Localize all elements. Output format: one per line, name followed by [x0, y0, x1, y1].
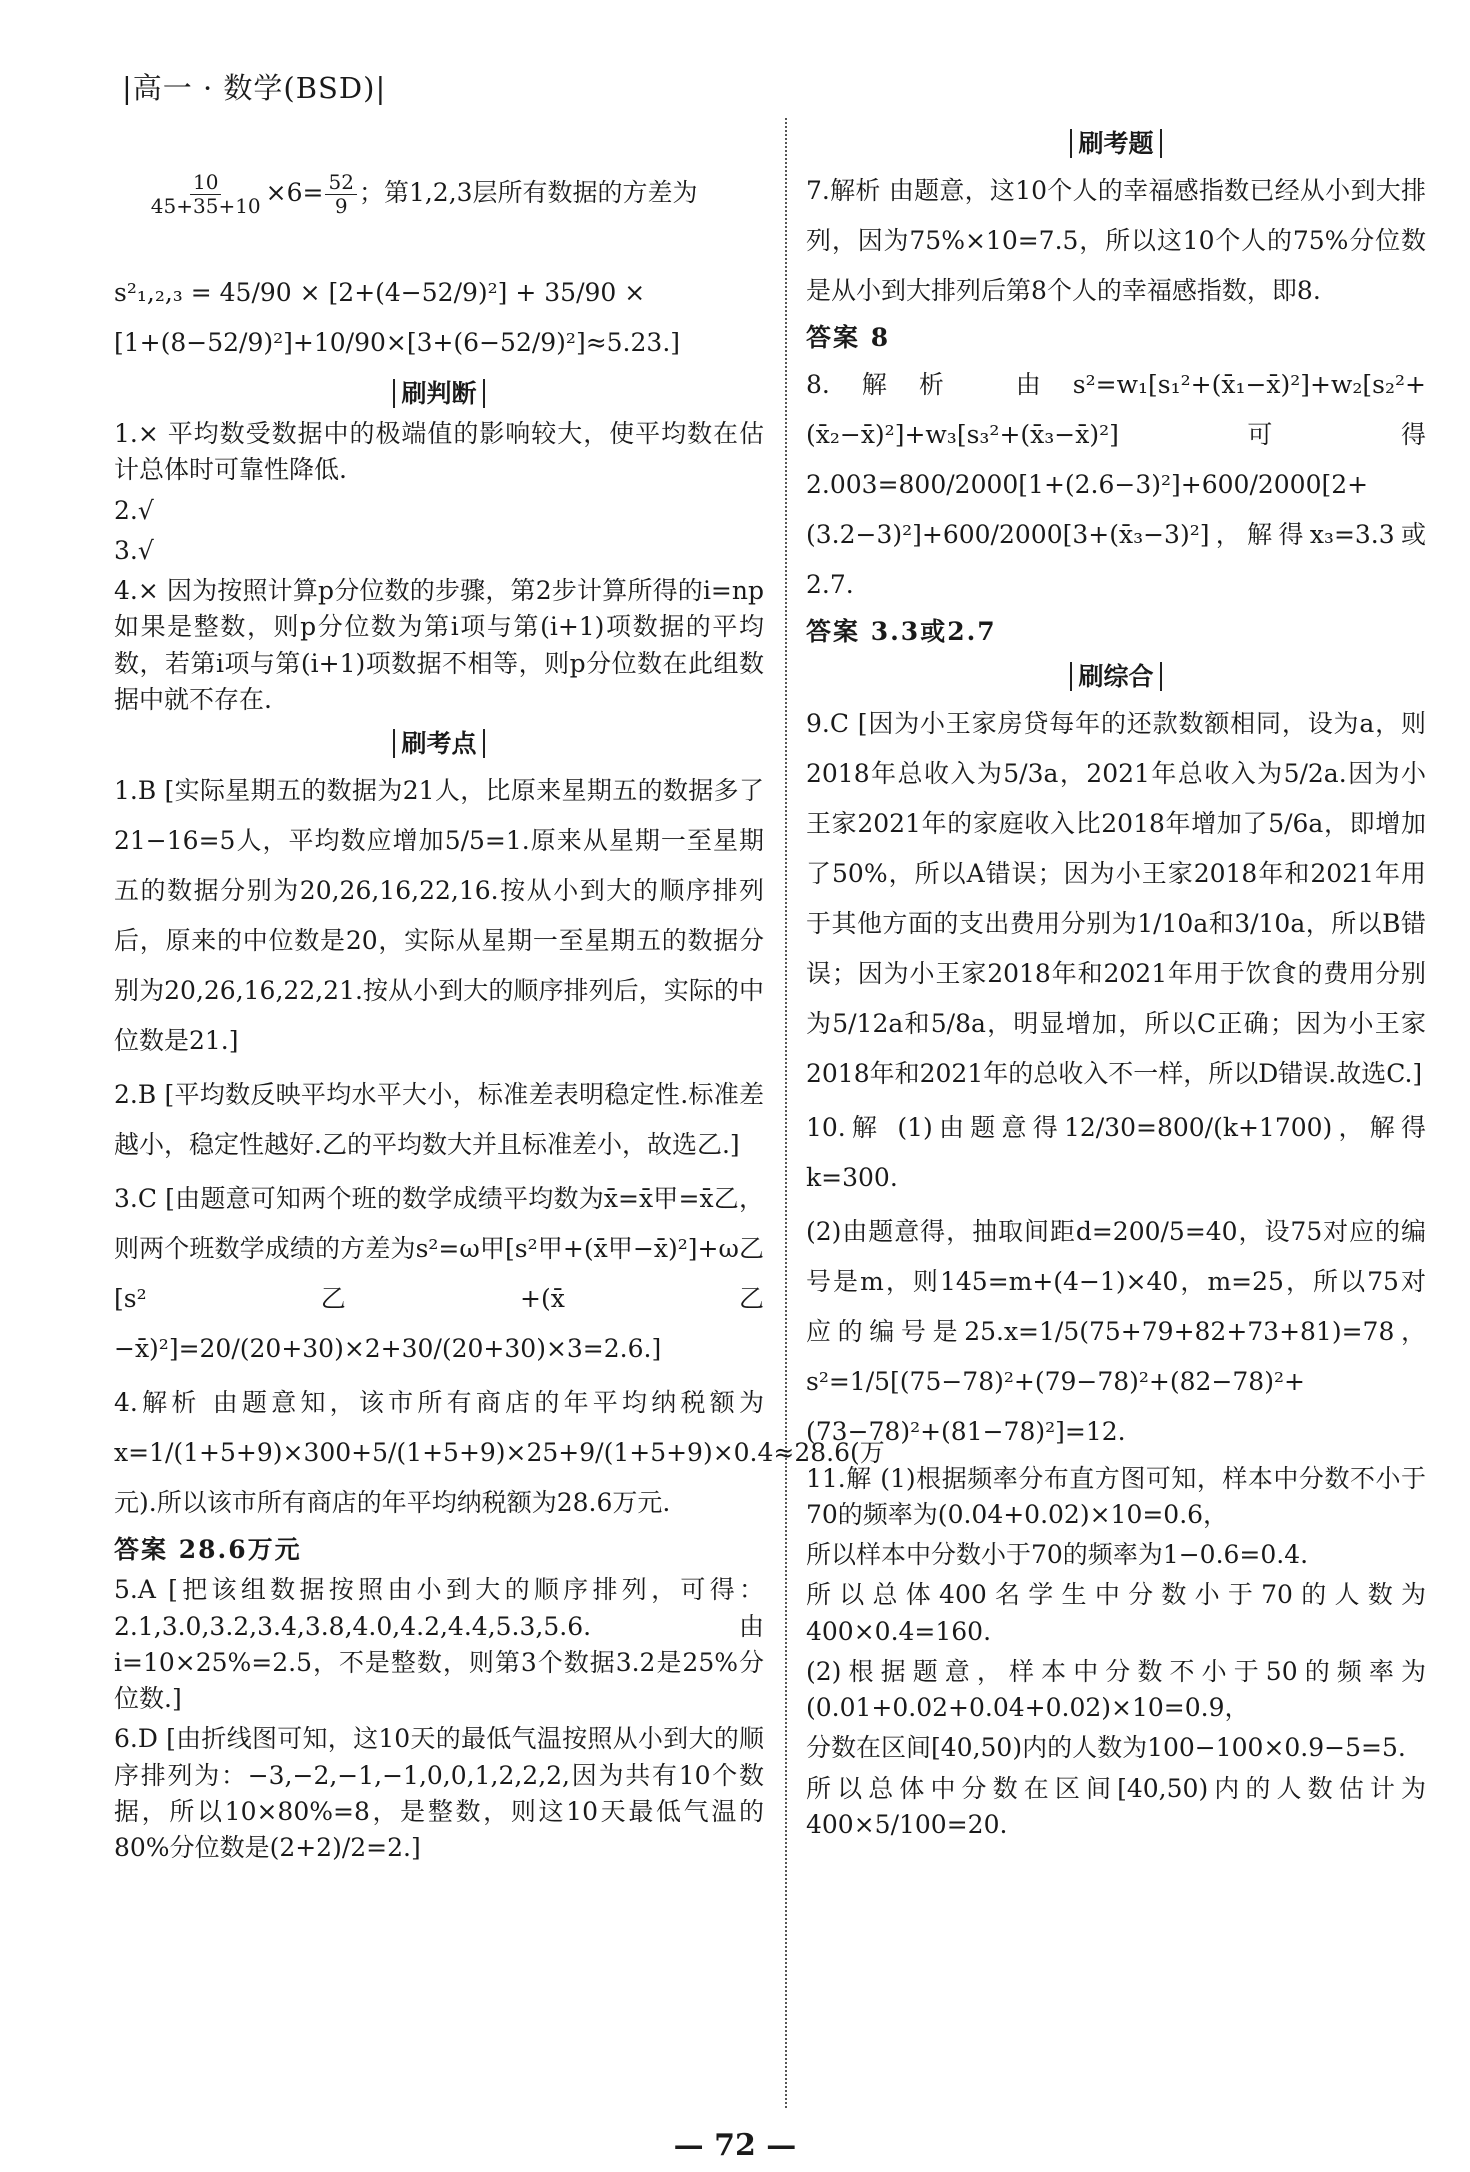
answer-line: 答案 3.3或2.7: [806, 617, 997, 647]
judge-item: 3.√: [114, 535, 154, 565]
right-column: [806, 118, 1426, 1847]
comp-item: 所以样本中分数小于70的频率为1−0.6=0.4.: [806, 1540, 1309, 1569]
fraction: $\frac{10}{45+35+10}$: [150, 170, 261, 218]
answer-line: 答案 8: [806, 323, 891, 352]
comp-item: 分数在区间[40,50)内的人数为100−100×0.9−5=5.: [806, 1733, 1406, 1763]
point-item: 3.C [由题意可知两个班的数学成绩平均数为x̄=x̄甲=x̄乙，则两个班数学成绩的方差为s²=ω甲[s²甲+(x̄甲−x̄)²]+ω乙[s²乙+(x̄乙−x̄)²]=20/(20+30)×2+30/(20+30)×3=2.6.]: [114, 1184, 764, 1363]
section-title-judge: 刷判断: [114, 374, 764, 410]
judge-item: 1.× 平均数受数据中的极端值的影响较大，使平均数在估计总体时可靠性降低.: [114, 419, 764, 485]
judge-item: 2.√: [114, 495, 154, 525]
point-item: 2.B [平均数反映平均水平大小，标准差表明稳定性.标准差越小，稳定性越好.乙的平均数大并且标准差小，故选乙.]: [114, 1080, 764, 1159]
comp-item: 9.C [因为小王家房贷每年的还款数额相同，设为a，则2018年总收入为5/3a，2021年总收入为5/2a.因为小王家2021年的家庭收入比2018年增加了5/6a，即增加了50%，所以A错误；因为小王家2018年和2021年用于其他方面的支出费用分别为1/10a和3/10a，所以B错误；因为小王家2018年和2021年用于饮食的费用分别为5/12a和5/8a，明显增加，所以C正确；因为小王家2018年和2021年的总收入不一样，所以D错误.故选C.]: [806, 708, 1426, 1088]
column-divider: [785, 118, 787, 2108]
comp-item: (2)根据题意，样本中分数不小于50的频率为(0.01+0.02+0.04+0.02)×10=0.9，: [806, 1656, 1426, 1722]
exam-item: 7.解析 由题意，这10个人的幸福感指数已经从小到大排列，因为75%×10=7.5，所以这10个人的75%分位数是从小到大排列后第8个人的幸福感指数，即8.: [806, 176, 1426, 305]
fraction: $\frac{52}{9}$: [325, 171, 356, 218]
point-item: 4.解析 由题意知，该市所有商店的年平均纳税额为x=1/(1+5+9)×300+5/(1+5+9)×25+9/(1+5+9)×0.4≈28.6(万元).所以该市所有商店的年平均纳税额为28.6万元.: [114, 1388, 885, 1517]
section-title-exam: 刷考题: [806, 124, 1426, 160]
judge-item: 4.× 因为按照计算p分位数的步骤，第2步计算所得的i=np如果是整数，则p分位数为第i项与第(i+1)项数据的平均数，若第i项与第(i+1)项数据不相等，则p分位数在此组数据中就不存在.: [114, 576, 764, 714]
point-item: 6.D [由折线图可知，这10天的最低气温按照从小到大的顺序排列为：−3,−2,−1,−1,0,0,1,2,2,2,因为共有10个数据，所以10×80%=8，是整数，则这10天最低气温的80%分位数是(2+2)/2=2.]: [114, 1724, 764, 1862]
intro-line-1: $\frac{10}{45+35+10}$ ×6= $\frac{52}{9}$ ；第1,2,3层所有数据的方差为: [114, 118, 764, 268]
section-title-comprehensive: 刷综合: [806, 657, 1426, 693]
comp-item: (2)由题意得，抽取间距d=200/5=40，设75对应的编号是m，则145=m+(4−1)×40，m=25，所以75对应的编号是25.x=1/5(75+79+82+73+81)=78，s²=1/5[(75−78)²+(79−78)²+(82−78)²+(73−78)²+(81−78)²]=12.: [806, 1216, 1426, 1446]
intro-line-3: [1+(8−52/9)²]+10/90×[3+(6−52/9)²]≈5.23.]: [114, 328, 681, 357]
section-title-points: 刷考点: [114, 724, 764, 760]
comp-item: 11.解 (1)根据频率分布直方图可知，样本中分数不小于70的频率为(0.04+0.02)×10=0.6，: [806, 1463, 1426, 1529]
point-item: 5.A [把该组数据按照由小到大的顺序排列，可得：2.1,3.0,3.2,3.4,3.8,4.0,4.2,4.4,5.3,5.6.由i=10×25%=2.5，不是整数，则第3个数据3.2是25%分位数.]: [114, 1575, 764, 1713]
comp-item: 10.解 (1)由题意得12/30=800/(k+1700)，解得k=300.: [806, 1112, 1426, 1192]
page-header: |高一 · 数学(BSD)|: [122, 71, 387, 105]
intro-line-2: s²₁,₂,₃ = 45/90 × [2+(4−52/9)²] + 35/90 ×: [114, 278, 646, 307]
exam-item: 8.解析 由s²=w₁[s₁²+(x̄₁−x̄)²]+w₂[s₂²+(x̄₂−x̄)²]+w₃[s₃²+(x̄₃−x̄)²]可得2.003=800/2000[1+(2.6−3)²]+600/2000[2+(3.2−3)²]+600/2000[3+(x̄₃−3)²]，解得x₃=3.3或2.7.: [806, 370, 1426, 600]
point-item: 1.B [实际星期五的数据为21人，比原来星期五的数据多了21−16=5人，平均数应增加5/5=1.原来从星期一至星期五的数据分别为20,26,16,22,16.按从小到大的顺序排列后，原来的中位数是20，实际从星期一至星期五的数据分别为20,26,16,22,21.按从小到大的顺序排列后，实际的中位数是21.]: [114, 776, 764, 1055]
page-number: — 72 —: [673, 2128, 797, 2163]
comp-item: 所以总体中分数在区间[40,50)内的人数估计为400×5/100=20.: [806, 1773, 1426, 1839]
answer-line: 答案 28.6万元: [114, 1535, 302, 1564]
comp-item: 所以总体400名学生中分数小于70的人数为400×0.4=160.: [806, 1580, 1426, 1646]
